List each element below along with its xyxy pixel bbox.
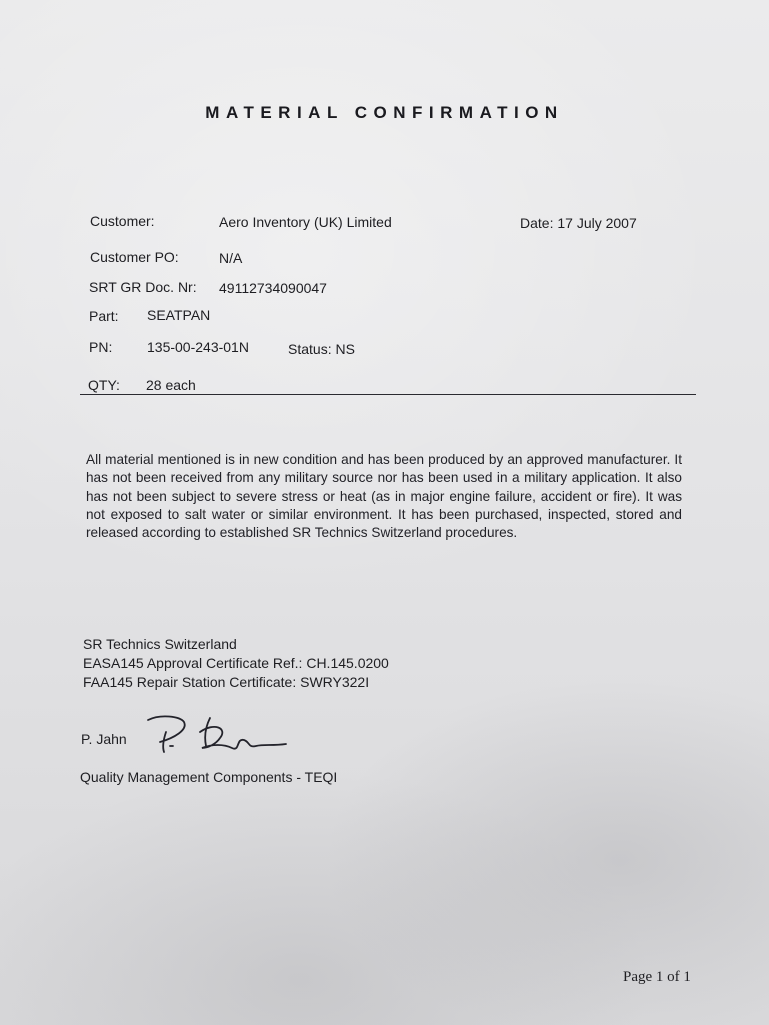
signatory-name: P. Jahn	[81, 731, 127, 747]
part-value: SEATPAN	[147, 307, 211, 323]
signatory-department: Quality Management Components - TEQI	[80, 769, 338, 785]
qty-label: QTY:	[88, 377, 120, 393]
statement-paragraph: All material mentioned is in new condition and has been produced by an approved manufacturer. It has not been received from any military source nor has been used in a military application. It also has not been subject to severe stress or heat (as in major engine failure, accident or fire). It was not exposed to salt water or similar environment. It has been purchased, inspected, stored and released according to established SR Technics Switzerland procedures.	[86, 452, 682, 541]
customer-value: Aero Inventory (UK) Limited	[219, 214, 392, 230]
pn-label: PN:	[89, 339, 113, 355]
issuer-company: SR Technics Switzerland	[83, 636, 237, 652]
issuer-easa-certificate: EASA145 Approval Certificate Ref.: CH.145.0200	[83, 655, 389, 671]
customer-po-label: Customer PO:	[90, 249, 179, 265]
page-number: Page 1 of 1	[623, 969, 691, 985]
doc-nr-value: 49112734090047	[219, 280, 327, 296]
issuer-faa-certificate: FAA145 Repair Station Certificate: SWRY322I	[83, 674, 370, 690]
customer-po-value: N/A	[219, 250, 243, 266]
header-divider	[80, 394, 696, 395]
document-date: Date: 17 July 2007	[520, 215, 637, 231]
status-value: Status: NS	[288, 341, 355, 357]
qty-value: 28 each	[146, 377, 196, 393]
customer-label: Customer:	[90, 213, 155, 229]
pn-value: 135-00-243-01N	[147, 339, 249, 355]
document-title: MATERIAL CONFIRMATION	[205, 103, 564, 122]
doc-nr-label: SRT GR Doc. Nr:	[89, 279, 197, 295]
part-label: Part:	[89, 308, 119, 324]
signature-image	[140, 708, 300, 758]
